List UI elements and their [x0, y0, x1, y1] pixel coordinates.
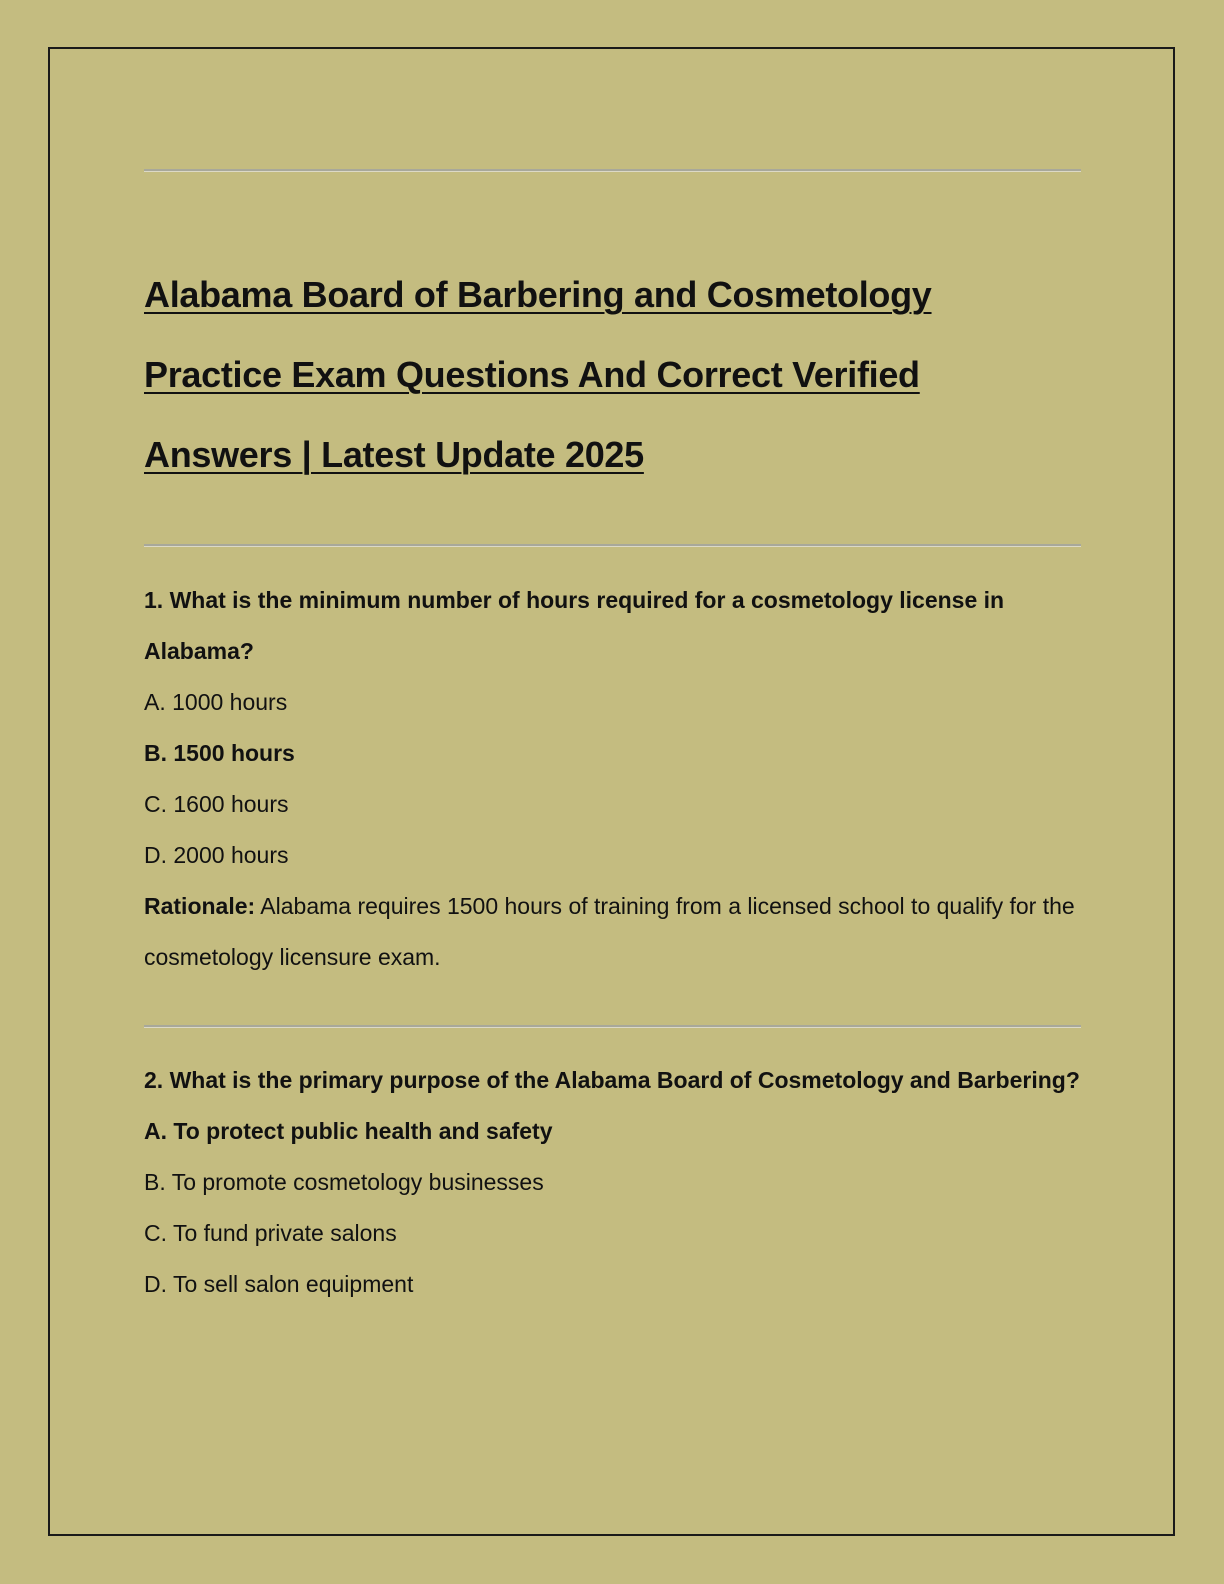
question-text: 1. What is the minimum number of hours required for a cosmetology license in Alabama?	[144, 587, 1005, 664]
answer-option: C. To fund private salons	[144, 1220, 397, 1246]
divider	[144, 544, 1081, 547]
rationale-label: Rationale:	[144, 893, 256, 919]
rationale-text: Alabama requires 1500 hours of training from a licensed school to qualify for the cosmetology licensure exam.	[144, 893, 1075, 970]
title-line: Practice Exam Questions And Correct Verified	[144, 354, 920, 395]
divider	[144, 1025, 1081, 1028]
answer-option-correct: A. To protect public health and safety	[144, 1118, 553, 1144]
document-title	[144, 255, 1081, 495]
divider	[144, 169, 1081, 172]
question-block-1	[144, 575, 1081, 983]
answer-option: C. 1600 hours	[144, 791, 289, 817]
answer-option-correct: B. 1500 hours	[144, 740, 295, 766]
answer-option: B. To promote cosmetology businesses	[144, 1169, 544, 1195]
rationale	[144, 881, 1081, 983]
answer-option: D. To sell salon equipment	[144, 1271, 414, 1297]
question-block-2	[144, 1055, 1081, 1310]
answer-option: D. 2000 hours	[144, 842, 289, 868]
question-text: 2. What is the primary purpose of the Alabama Board of Cosmetology and Barbering?	[144, 1067, 1080, 1093]
title-line: Alabama Board of Barbering and Cosmetology	[144, 274, 932, 315]
answer-option: A. 1000 hours	[144, 689, 288, 715]
title-line: Answers | Latest Update 2025	[144, 434, 644, 475]
